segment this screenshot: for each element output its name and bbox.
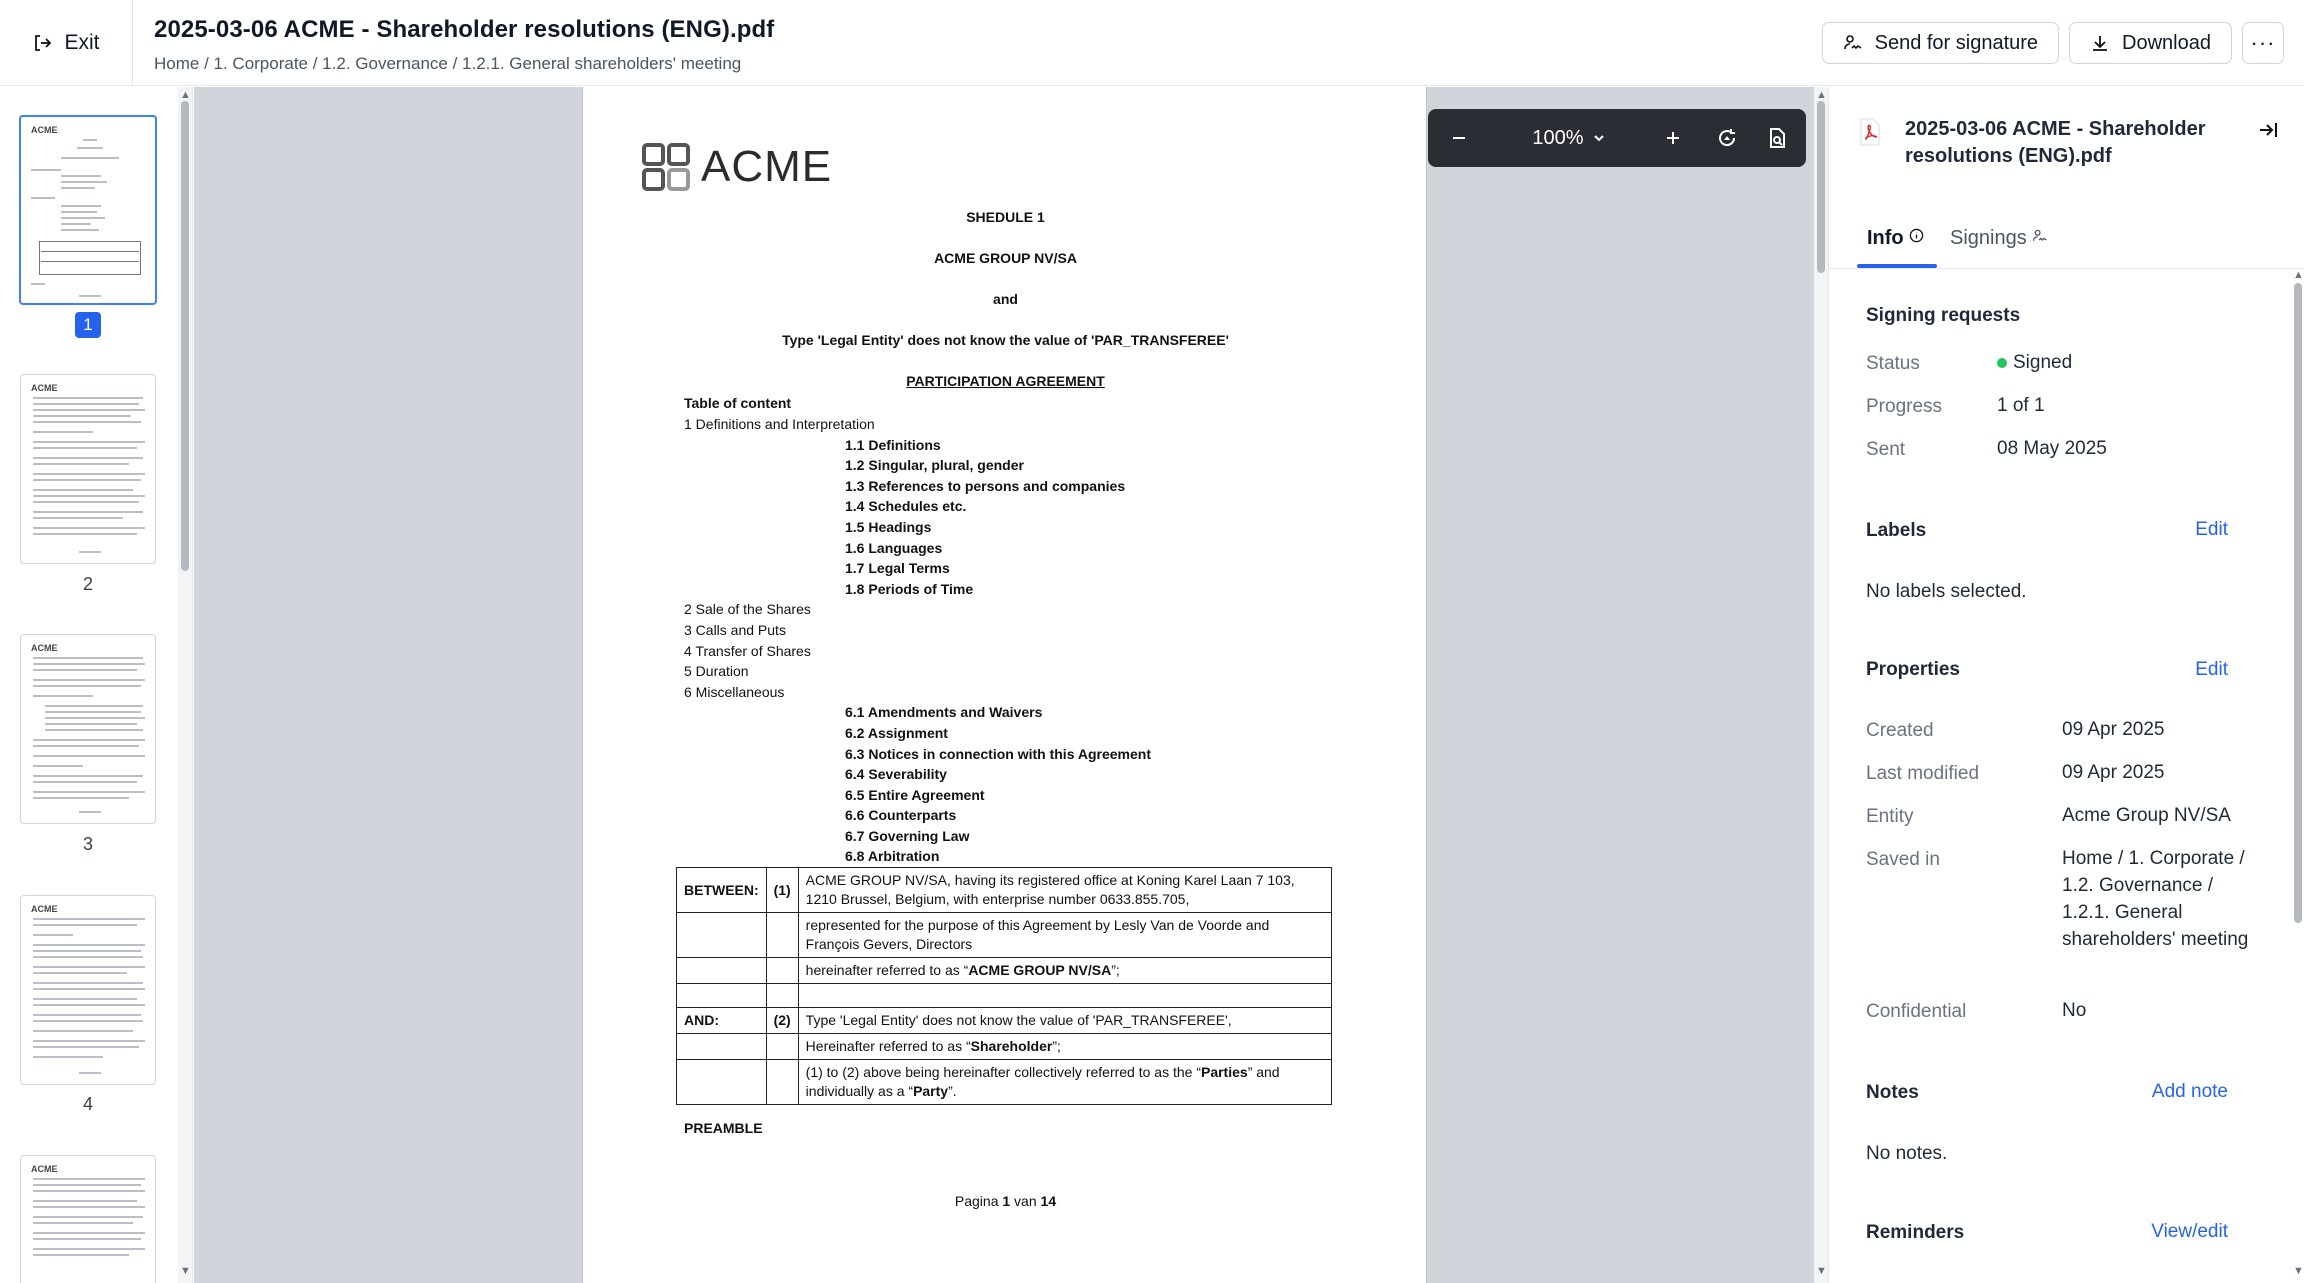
thumb-logo: ACME <box>31 904 58 914</box>
toc-subitem: 1.6 Languages <box>845 540 943 556</box>
signature-icon <box>2032 228 2048 244</box>
viewer-scroll-thumb[interactable] <box>1817 101 1825 273</box>
acme-logo-text: ACME <box>701 142 833 191</box>
entity-label: Entity <box>1866 806 1914 827</box>
status-dot-icon <box>1997 358 2007 368</box>
acme-logo <box>641 142 832 192</box>
toc-item: 4 Transfer of Shares <box>684 643 811 659</box>
toc-subitem: 6.5 Entire Agreement <box>845 787 985 803</box>
plus-icon <box>1664 129 1682 147</box>
toc-subitem: 1.1 Definitions <box>845 437 941 453</box>
tab-signings[interactable]: Signings <box>1950 227 2048 250</box>
tab-info[interactable]: Info <box>1867 227 1924 250</box>
thumb-logo: ACME <box>31 643 58 653</box>
party1-representation: represented for the purpose of this Agreement by Lesly Van de Voorde and François Gevers, Directors <box>798 913 1331 958</box>
party2-details: Type 'Legal Entity' does not know the value of 'PAR_TRANSFEREE', <box>798 1008 1331 1034</box>
exit-icon <box>32 33 52 53</box>
thumb-logo: ACME <box>31 383 58 393</box>
party1-details: ACME GROUP NV/SA, having its registered office at Koning Karel Laan 7 103, 1210 Brussel, Belgium, with enterprise number 0633.855.705, <box>798 868 1331 913</box>
page-number-4: 4 <box>82 1094 93 1114</box>
page-thumbnail-3[interactable] <box>20 634 156 824</box>
created-value: 09 Apr 2025 <box>2062 719 2165 740</box>
party2-heading: Type 'Legal Entity' does not know the value of 'PAR_TRANSFEREE' <box>782 332 1229 348</box>
confidential-value: No <box>2062 1000 2087 1021</box>
parties-table <box>676 867 1332 1105</box>
exit-button[interactable] <box>0 0 133 86</box>
minus-icon <box>1450 129 1468 147</box>
reminders-heading: Reminders <box>1866 1222 1965 1243</box>
status-label: Status <box>1866 353 1920 374</box>
reminders-view-edit-link[interactable]: View/edit <box>2151 1221 2228 1242</box>
toc-subitem: 1.8 Periods of Time <box>845 581 974 597</box>
progress-label: Progress <box>1866 396 1943 417</box>
toc-item: 1 Definitions and Interpretation <box>684 416 875 432</box>
last-modified-label: Last modified <box>1866 763 1980 784</box>
document-title: 2025-03-06 ACME - Shareholder resolutions (ENG).pdf <box>154 16 775 43</box>
and-heading: and <box>993 291 1018 307</box>
page-number-3: 3 <box>82 834 93 854</box>
page-footer: Pagina 1 van 14 <box>954 1193 1057 1209</box>
pdf-page <box>582 87 1427 1283</box>
sent-value: 08 May 2025 <box>1997 438 2107 459</box>
zoom-toolbar <box>1428 109 1806 167</box>
toc-subitem: 6.8 Arbitration <box>845 848 940 864</box>
pdf-viewer[interactable] <box>194 87 1814 1283</box>
last-modified-value: 09 Apr 2025 <box>2062 762 2165 783</box>
party-number: (2) <box>766 1008 798 1034</box>
saved-in-value[interactable]: Home / 1. Corporate / 1.2. Governance / 1.2.1. General shareholders' meeting <box>2062 848 2249 950</box>
thumb-logo: ACME <box>31 1164 58 1174</box>
toc-subitem: 6.1 Amendments and Waivers <box>845 704 1043 720</box>
created-label: Created <box>1866 720 1934 741</box>
toc-subitem: 6.6 Counterparts <box>845 807 957 823</box>
toc-subitem: 1.5 Headings <box>845 519 932 535</box>
page-number-1: 1 <box>0 312 176 338</box>
zoom-out-button[interactable] <box>1436 109 1482 167</box>
labels-empty-text: No labels selected. <box>1866 581 2027 602</box>
add-note-link[interactable]: Add note <box>2151 1081 2228 1102</box>
page-thumbnail-1[interactable] <box>19 115 157 305</box>
party-number: (1) <box>766 868 798 913</box>
rotate-icon <box>1716 127 1738 149</box>
panel-scroll-thumb[interactable] <box>2294 283 2302 923</box>
confidential-label: Confidential <box>1866 1001 1967 1022</box>
page-thumbnail-5[interactable] <box>20 1155 156 1283</box>
toc-subitem: 1.3 References to persons and companies <box>845 478 1126 494</box>
properties-heading: Properties <box>1866 659 1960 680</box>
entity-value: Acme Group NV/SA <box>2062 805 2231 826</box>
zoom-in-button[interactable] <box>1650 109 1696 167</box>
page-thumbnail-2[interactable] <box>20 374 156 564</box>
toc-item: 6 Miscellaneous <box>684 684 785 700</box>
toc-item: 5 Duration <box>684 663 749 679</box>
thumbnail-sidebar <box>0 87 193 1283</box>
preamble-heading: PREAMBLE <box>684 1120 763 1136</box>
properties-edit-link[interactable]: Edit <box>2195 659 2228 680</box>
toc-subitem: 6.4 Severability <box>845 766 947 782</box>
schedule-heading: SHEDULE 1 <box>966 209 1045 225</box>
party1-heading: ACME GROUP NV/SA <box>934 250 1077 266</box>
status-badge: Signed <box>1997 349 2072 376</box>
sent-label: Sent <box>1866 439 1906 460</box>
send-label: Send for signature <box>1874 31 2039 54</box>
toc-subitem: 6.7 Governing Law <box>845 828 970 844</box>
zoom-level: 100% <box>1532 126 1584 149</box>
thumbnail-scrollbar[interactable]: ▲ ▼ <box>178 87 192 1283</box>
breadcrumb[interactable]: Home / 1. Corporate / 1.2. Governance / 1.2.1. General shareholders' meeting <box>154 54 742 73</box>
collapse-panel-icon[interactable] <box>2257 119 2279 141</box>
send-for-signature-button[interactable] <box>1822 22 2059 64</box>
agreement-title: PARTICIPATION AGREEMENT <box>906 373 1105 389</box>
thumbnail-scroll-thumb[interactable] <box>181 101 189 571</box>
toc-subitem: 1.4 Schedules etc. <box>845 498 967 514</box>
toc-subitem: 1.2 Singular, plural, gender <box>845 457 1024 473</box>
toc-subitem: 6.2 Assignment <box>845 725 948 741</box>
info-icon <box>1909 228 1924 243</box>
and-label: AND: <box>677 1008 767 1034</box>
viewer-scrollbar[interactable]: ▲ ▼ <box>1814 87 1828 1283</box>
labels-edit-link[interactable]: Edit <box>2195 519 2228 540</box>
top-bar <box>0 0 2304 86</box>
page-number-2: 2 <box>82 574 93 594</box>
more-icon: ··· <box>2250 30 2276 55</box>
between-label: BETWEEN: <box>677 868 767 913</box>
progress-value: 1 of 1 <box>1997 395 2045 416</box>
download-label: Download <box>2122 31 2211 54</box>
signature-icon <box>1843 33 1863 53</box>
fit-page-button[interactable] <box>1754 109 1800 167</box>
details-panel <box>1828 87 2304 1283</box>
download-icon <box>2090 33 2110 53</box>
acme-logo-icon <box>641 142 691 192</box>
chevron-down-icon <box>1592 131 1606 145</box>
notes-heading: Notes <box>1866 1082 1919 1103</box>
page-thumbnail-4[interactable] <box>20 895 156 1085</box>
toc-subitem: 1.7 Legal Terms <box>845 560 950 576</box>
zoom-level-select[interactable] <box>1514 109 1624 167</box>
parties-definition: (1) to (2) above being hereinafter collectively referred to as the “Parties” and individually as a “Party”. <box>798 1060 1331 1105</box>
exit-label: Exit <box>64 31 100 54</box>
panel-scrollbar[interactable]: ▲ ▼ <box>2291 269 2304 1283</box>
more-options-button[interactable] <box>2242 22 2284 64</box>
signing-requests-heading: Signing requests <box>1866 305 2021 326</box>
download-button[interactable] <box>2069 22 2232 64</box>
toc-item: 3 Calls and Puts <box>684 622 786 638</box>
toc-subitem: 6.3 Notices in connection with this Agreement <box>845 746 1151 762</box>
toc-heading: Table of content <box>684 395 792 411</box>
rotate-button[interactable] <box>1704 109 1750 167</box>
thumb-logo: ACME <box>31 125 58 135</box>
notes-empty-text: No notes. <box>1866 1143 1948 1164</box>
panel-document-title: 2025-03-06 ACME - Shareholder resolutions (ENG).pdf <box>1905 118 2206 167</box>
fit-page-icon <box>1767 127 1787 149</box>
labels-heading: Labels <box>1866 520 1927 541</box>
toc-item: 2 Sale of the Shares <box>684 601 811 617</box>
party2-reference: Hereinafter referred to as “Shareholder”; <box>798 1034 1331 1060</box>
party1-reference: hereinafter referred to as “ACME GROUP NV/SA”; <box>798 958 1331 984</box>
pdf-file-icon <box>1857 117 1883 147</box>
saved-in-label: Saved in <box>1866 849 1940 870</box>
